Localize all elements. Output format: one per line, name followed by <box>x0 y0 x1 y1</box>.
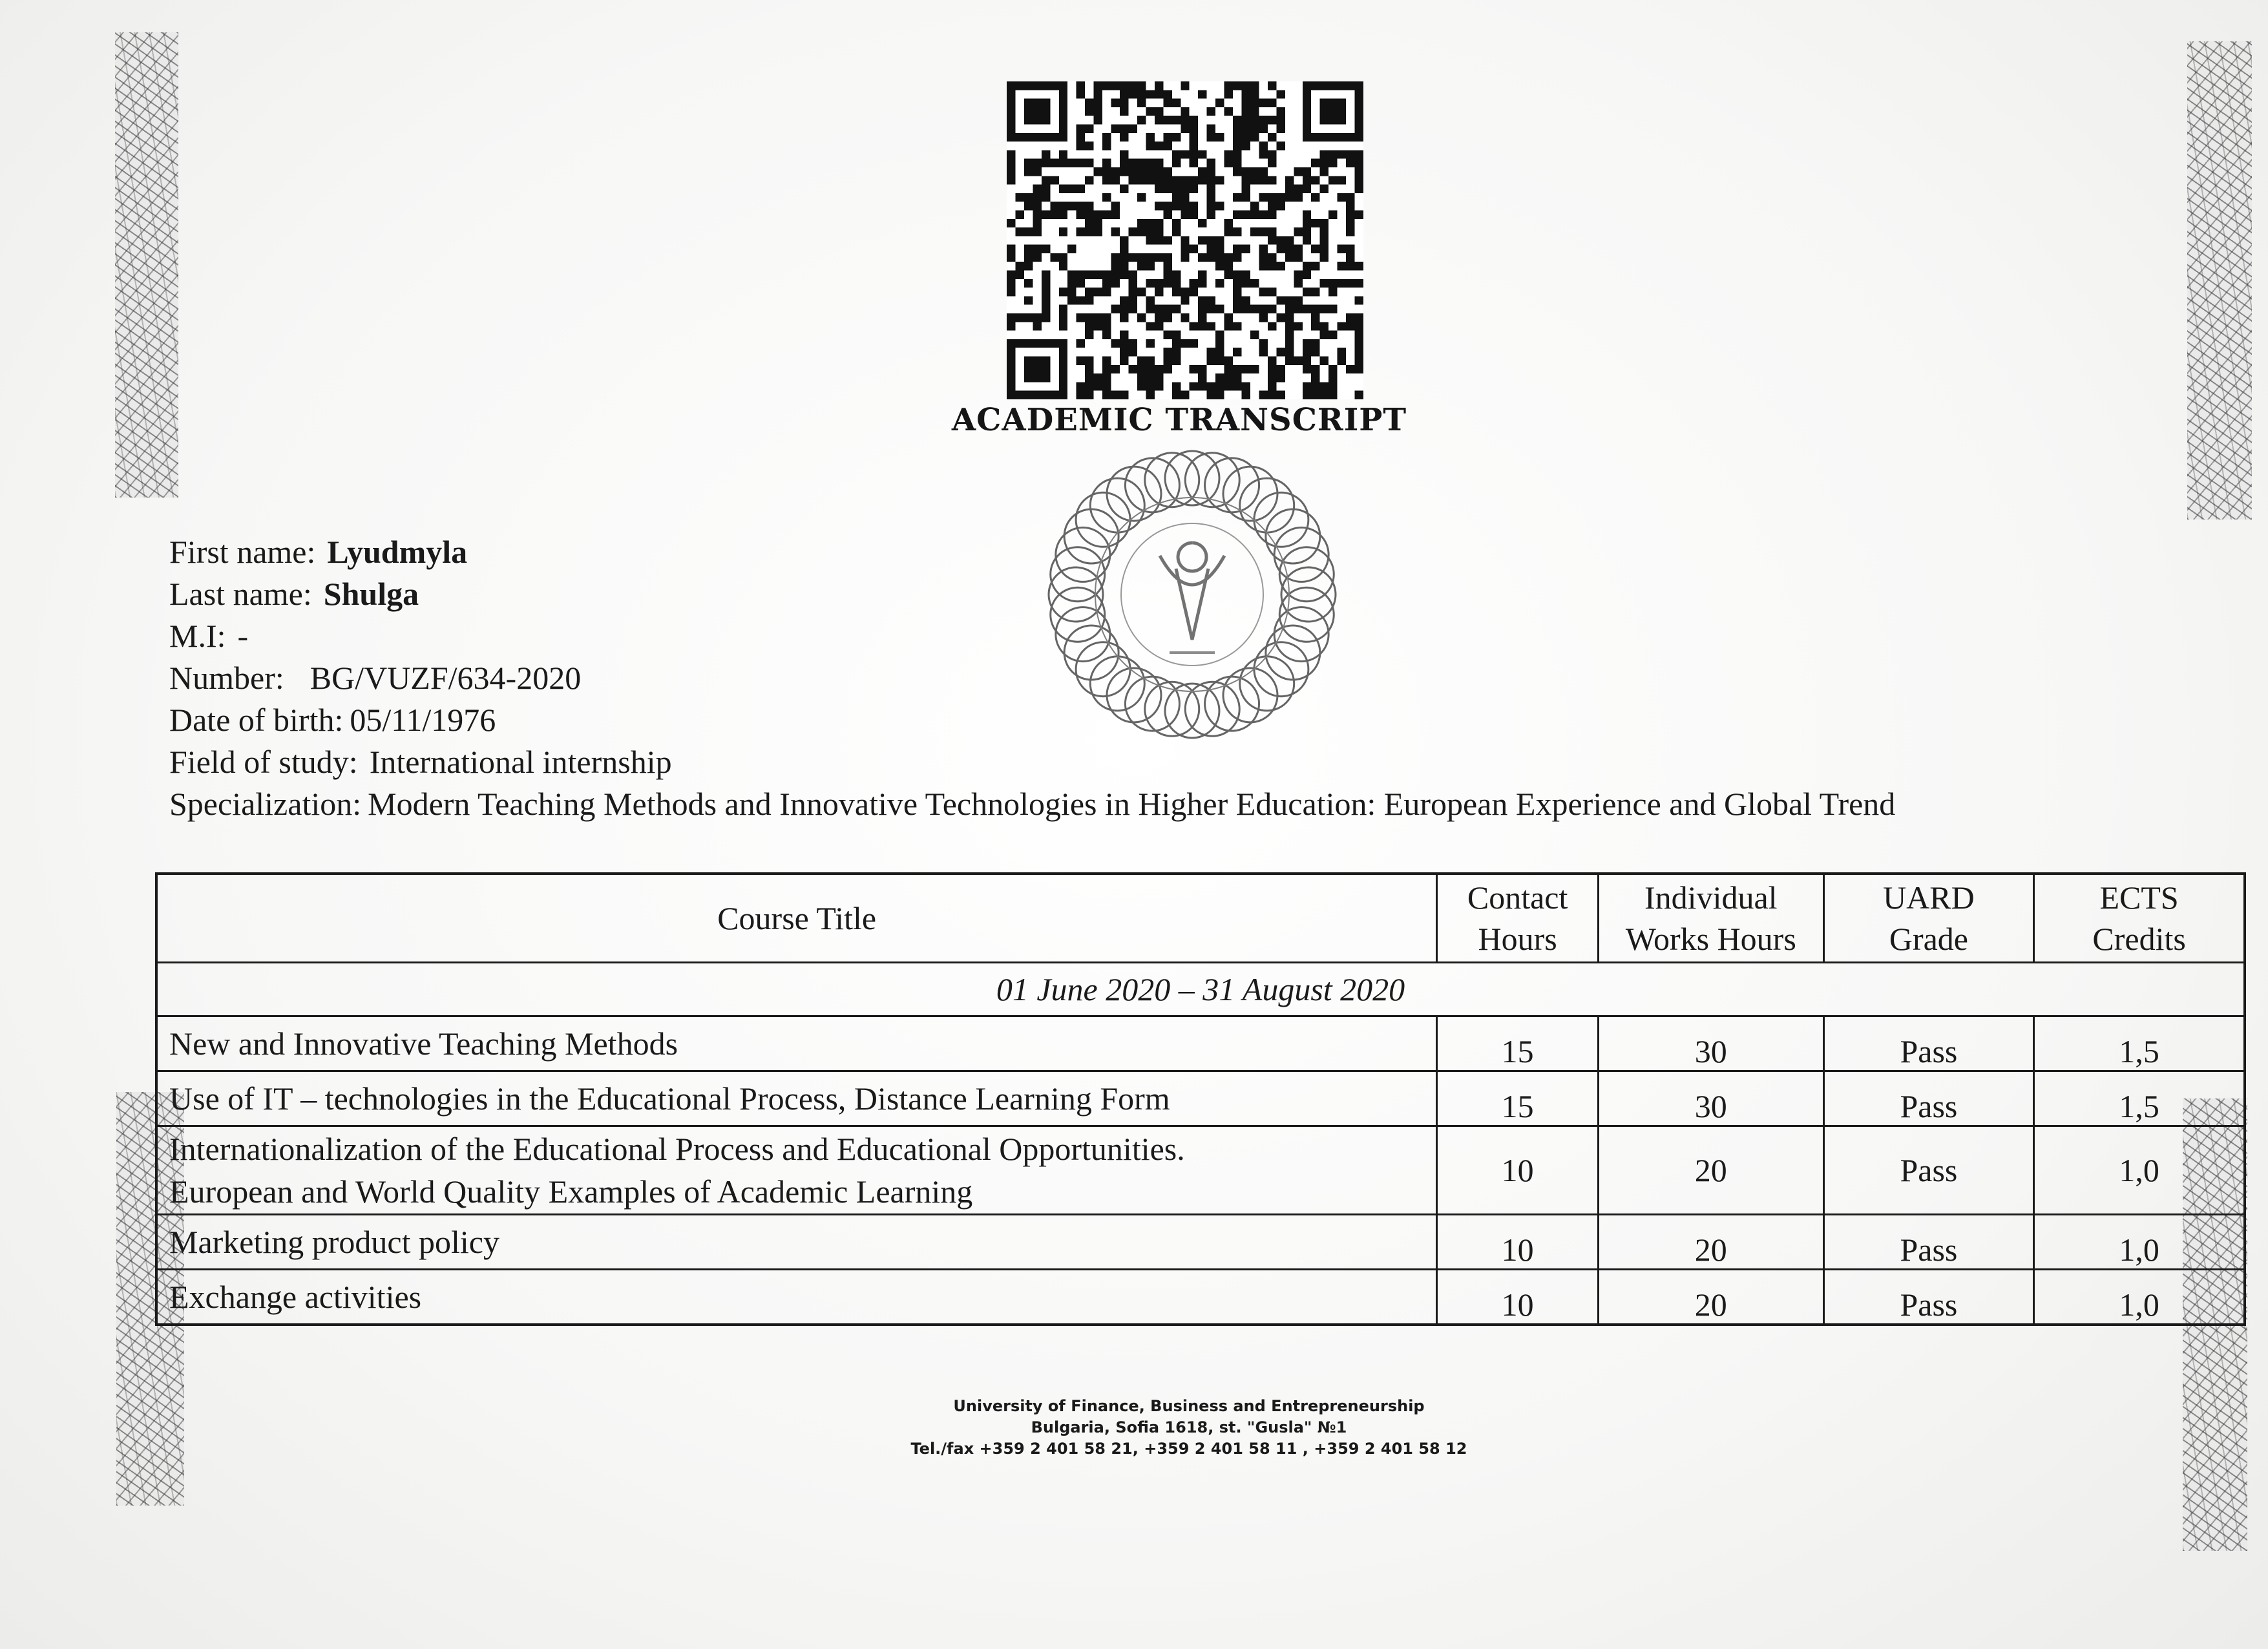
grade-cell: Pass <box>1823 1215 2034 1270</box>
individual-hours-cell: 20 <box>1599 1126 1824 1215</box>
contact-hours-cell: 15 <box>1437 1071 1599 1126</box>
table-row <box>156 1270 2245 1325</box>
course-title-cell: New and Innovative Teaching Methods <box>156 1016 1437 1071</box>
left-border-pattern-top <box>115 32 178 498</box>
contact-hours-cell: 10 <box>1437 1215 1599 1270</box>
course-title-line1: Internationalization of the Educational Process and Educational Opportunities. <box>169 1131 1185 1167</box>
individual-hours-cell: 20 <box>1599 1270 1824 1325</box>
header-ects-line1: ECTS <box>2099 879 2179 916</box>
ects-cell: 1,0 <box>2034 1270 2245 1325</box>
ects-cell: 1,0 <box>2034 1126 2245 1215</box>
period-cell: 01 June 2020 – 31 August 2020 <box>156 963 2245 1016</box>
first-name-value: Lyudmyla <box>327 534 468 570</box>
footer-contacts: Tel./fax +359 2 401 58 21, +359 2 401 58 11 , +359 2 401 58 12 <box>910 1440 1467 1458</box>
transcript-table <box>155 872 2246 1326</box>
contact-hours-cell: 15 <box>1437 1016 1599 1071</box>
ects-cell: 1,5 <box>2034 1071 2245 1126</box>
course-title-cell: Exchange activities <box>156 1270 1437 1325</box>
header-grade <box>1823 874 2034 963</box>
field-value: International internship <box>369 744 672 780</box>
individual-hours-cell: 20 <box>1599 1215 1824 1270</box>
footer-university-name: University of Finance, Business and Entrepreneurship <box>953 1397 1425 1415</box>
field-label: Field of study: <box>169 744 358 780</box>
table-row <box>156 1016 2245 1071</box>
number-label: Number: <box>169 660 284 696</box>
last-name-label: Last name: <box>169 576 312 612</box>
course-title-cell: Use of IT – technologies in the Educational Process, Distance Learning Form <box>156 1071 1437 1126</box>
header-contact-line1: Contact <box>1467 879 1568 916</box>
right-border-pattern-top <box>2187 41 2252 520</box>
header-grade-line1: UARD <box>1883 879 1975 916</box>
grade-cell: Pass <box>1823 1270 2034 1325</box>
contact-hours-cell: 10 <box>1437 1270 1599 1325</box>
student-info <box>169 531 2237 825</box>
header-individual-line2: Works Hours <box>1625 921 1796 957</box>
dob-line <box>169 699 2237 741</box>
document-title: ACADEMIC TRANSCRIPT <box>951 402 1407 438</box>
grade-cell: Pass <box>1823 1126 2034 1215</box>
number-value: BG/VUZF/634-2020 <box>310 660 582 696</box>
specialization-label: Specialization: <box>169 786 362 822</box>
header-contact-hours <box>1437 874 1599 963</box>
individual-hours-cell: 30 <box>1599 1071 1824 1126</box>
table-row <box>156 1215 2245 1270</box>
ects-cell: 1,5 <box>2034 1016 2245 1071</box>
qr-code-icon <box>1007 81 1363 399</box>
header-course-title <box>156 874 1437 963</box>
header-course-title-text: Course Title <box>717 900 877 936</box>
mi-line <box>169 615 2237 657</box>
mi-value: - <box>237 618 249 654</box>
period-row <box>156 963 2245 1016</box>
individual-hours-cell: 30 <box>1599 1016 1824 1071</box>
table-row <box>156 1071 2245 1126</box>
table-row <box>156 1126 2245 1215</box>
table-header-row <box>156 874 2245 963</box>
header-grade-line2: Grade <box>1889 921 1968 957</box>
header-contact-line2: Hours <box>1478 921 1557 957</box>
header-ects <box>2034 874 2245 963</box>
specialization-line <box>169 783 2237 825</box>
dob-label: Date of birth: <box>169 702 344 738</box>
grade-cell: Pass <box>1823 1016 2034 1071</box>
header-ects-line2: Credits <box>2092 921 2186 957</box>
grade-cell: Pass <box>1823 1071 2034 1126</box>
header-individual-hours <box>1599 874 1824 963</box>
last-name-line <box>169 573 2237 615</box>
footer-address: Bulgaria, Sofia 1618, st. "Gusla" №1 <box>1031 1418 1347 1436</box>
course-title-cell: Marketing product policy <box>156 1215 1437 1270</box>
mi-label: M.I: <box>169 618 226 654</box>
footer <box>775 1396 1602 1460</box>
ects-cell: 1,0 <box>2034 1215 2245 1270</box>
course-title-line2: European and World Quality Examples of Academic Learning <box>169 1173 973 1210</box>
contact-hours-cell: 10 <box>1437 1126 1599 1215</box>
dob-value: 05/11/1976 <box>350 702 496 738</box>
first-name-label: First name: <box>169 534 316 570</box>
header-individual-line1: Individual <box>1644 879 1778 916</box>
last-name-value: Shulga <box>323 576 419 612</box>
field-line <box>169 741 2237 783</box>
number-line <box>169 657 2237 699</box>
course-title-cell <box>156 1126 1437 1215</box>
first-name-line <box>169 531 2237 573</box>
specialization-value: Modern Teaching Methods and Innovative Technologies in Higher Education: European Experience and Global Trend <box>368 786 1896 822</box>
